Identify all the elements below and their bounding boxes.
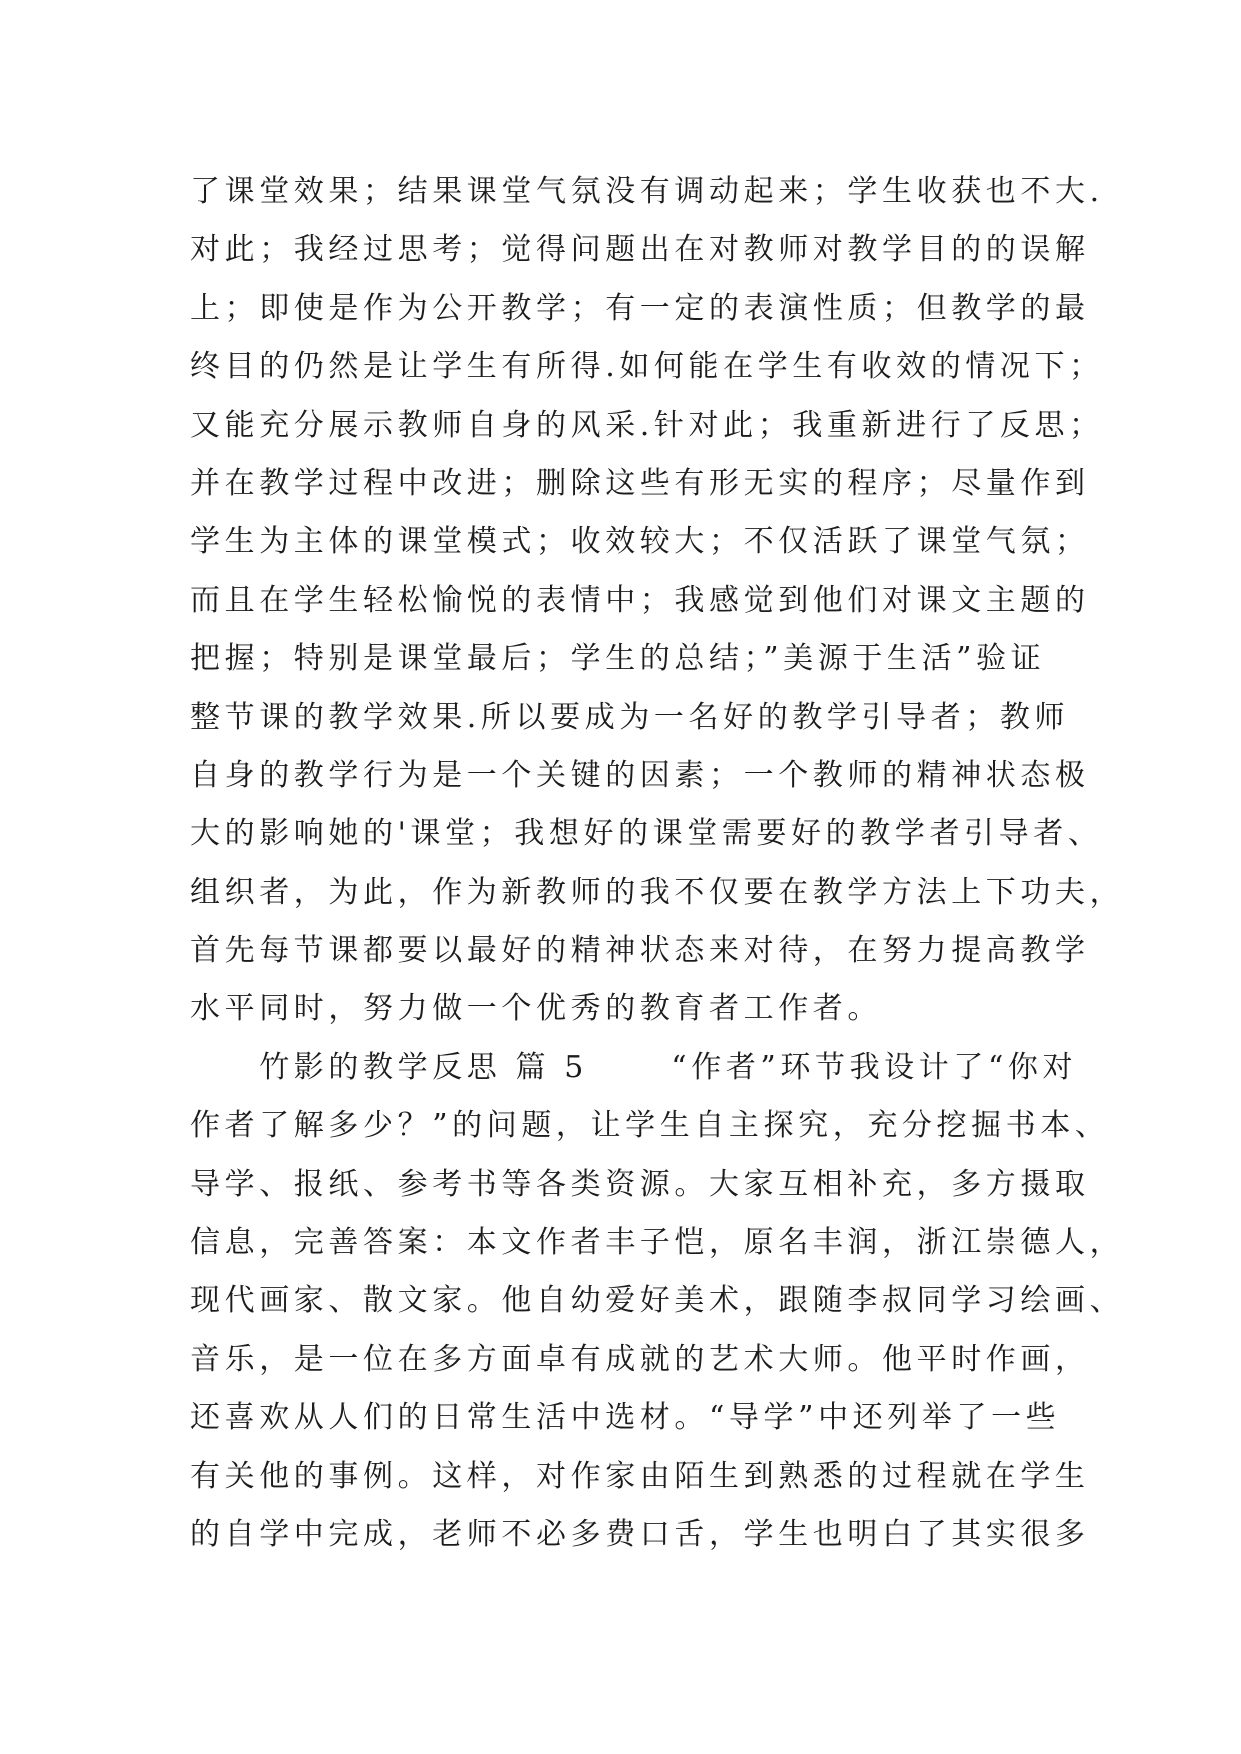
text-line: 信息，完善答案：本文作者丰子恺，原名丰润，浙江崇德人， [190, 1225, 1125, 1261]
text-line: 现代画家、散文家。他自幼爱好美术，跟随李叔同学习绘画、 [190, 1283, 1125, 1319]
text-line: 作者了解多少？”的问题，让学生自主探究，充分挖掘书本、 [190, 1108, 1110, 1144]
text-line: 还喜欢从人们的日常生活中选材。“导学”中还列举了一些 [190, 1400, 1061, 1436]
text-line: 组织者，为此，作为新教师的我不仅要在教学方法上下功夫， [190, 874, 1125, 910]
text-line: 学生为主体的课堂模式；收效较大；不仅活跃了课堂气氛； [190, 524, 1090, 560]
text-line: 又能充分展示教师自身的风采.针对此；我重新进行了反思； [190, 407, 1104, 443]
text-line: 水平同时，努力做一个优秀的教育者工作者。 [190, 991, 882, 1027]
text-line: 上；即使是作为公开教学；有一定的表演性质；但教学的最 [190, 290, 1090, 326]
section-heading-line: 竹影的教学反思 篇 5 “作者”环节我设计了“你对 [190, 1049, 1078, 1085]
text-line: 整节课的教学效果.所以要成为一名好的教学引导者；教师 [190, 699, 1070, 735]
text-line: 大的影响她的'课堂；我想好的课堂需要好的教学者引导者、 [190, 816, 1103, 852]
text-line: 导学、报纸、参考书等各类资源。大家互相补充，多方摄取 [190, 1166, 1090, 1202]
text-line: 而且在学生轻松愉悦的表情中；我感觉到他们对课文主题的 [190, 582, 1090, 618]
body-text [190, 163, 1125, 1564]
text-line: 对此；我经过思考；觉得问题出在对教师对教学目的的误解 [190, 232, 1090, 268]
text-line: 了课堂效果；结果课堂气氛没有调动起来；学生收获也不大. [190, 174, 1104, 209]
text-line: 自身的教学行为是一个关键的因素；一个教师的精神状态极 [190, 757, 1090, 793]
text-line: 首先每节课都要以最好的精神状态来对待，在努力提高教学 [190, 933, 1090, 969]
text-line: 把握；特别是课堂最后；学生的总结；”美源于生活”验证 [190, 641, 1046, 677]
text-line: 有关他的事例。这样，对作家由陌生到熟悉的过程就在学生 [190, 1458, 1090, 1494]
text-line: 的自学中完成，老师不必多费口舌，学生也明白了其实很多 [190, 1516, 1090, 1552]
text-line: 终目的仍然是让学生有所得.如何能在学生有收效的情况下； [190, 349, 1104, 385]
text-line: 并在教学过程中改进；删除这些有形无实的程序；尽量作到 [190, 465, 1090, 501]
text-line: 音乐，是一位在多方面卓有成就的艺术大师。他平时作画， [190, 1341, 1090, 1377]
